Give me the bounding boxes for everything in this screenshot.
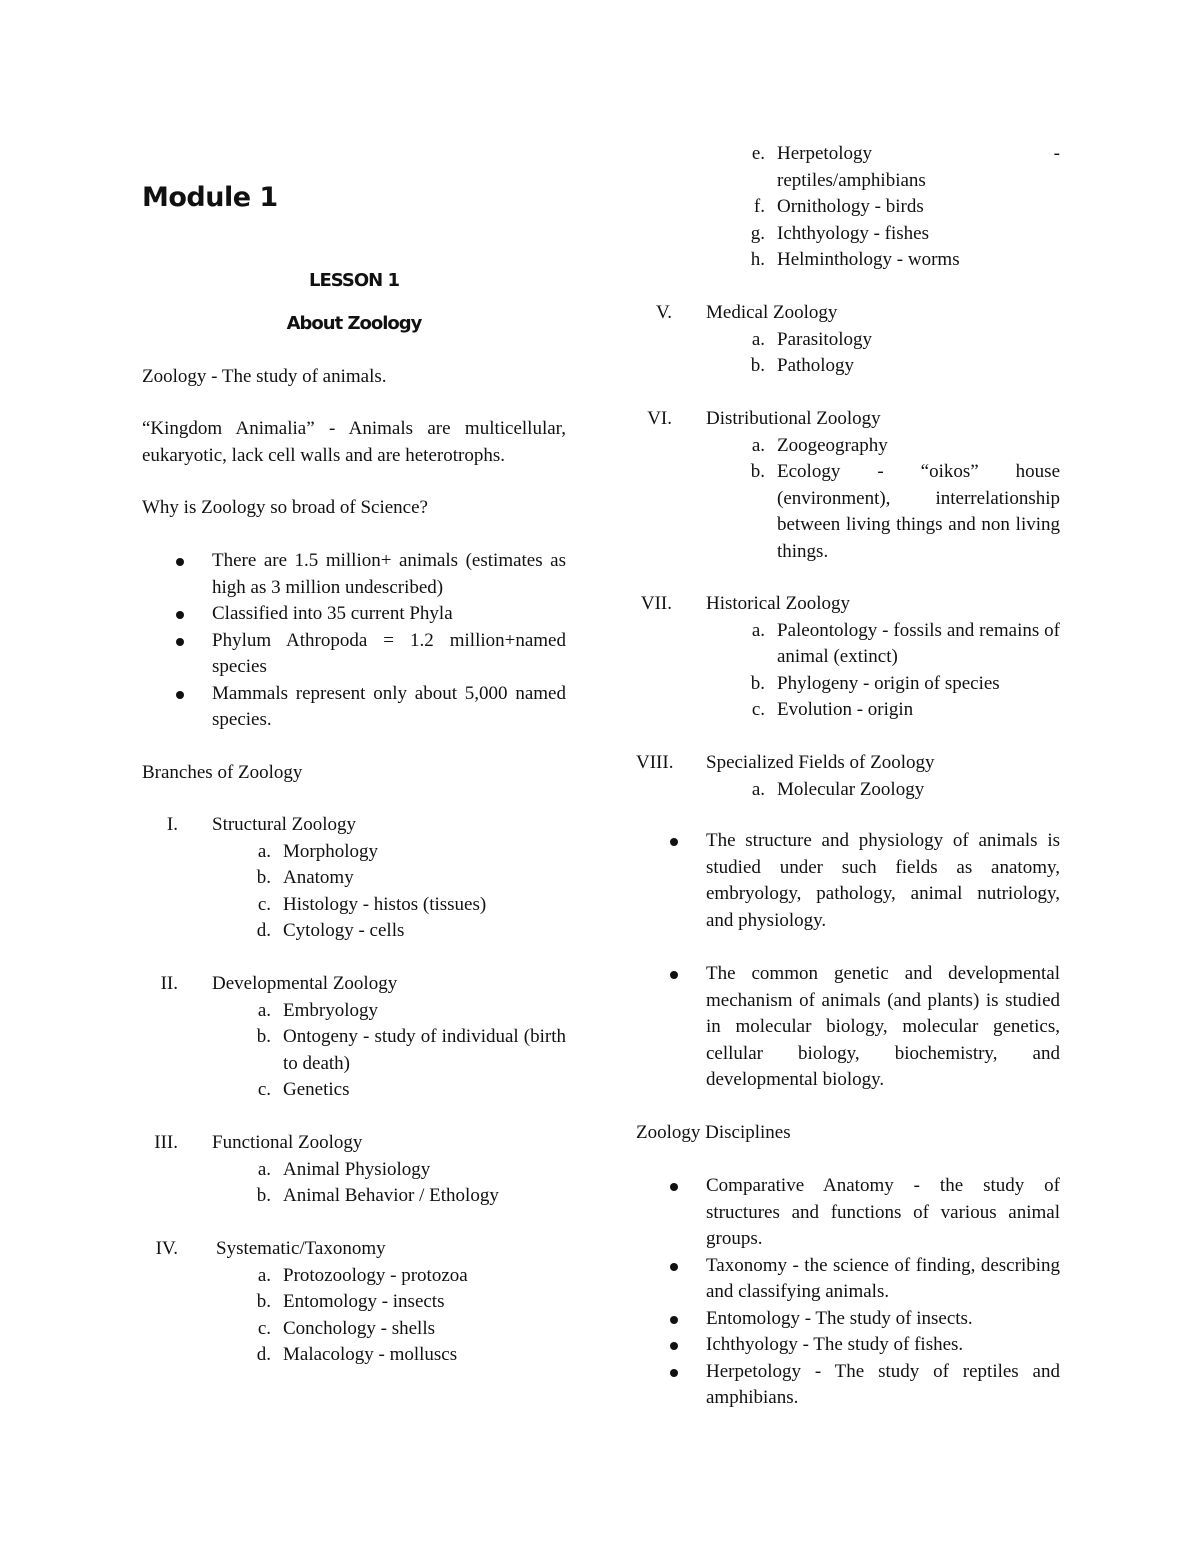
roman-numeral: II.	[160, 973, 178, 994]
branch-historical	[636, 591, 1060, 724]
list-item: b. Phylogeny - origin of species	[750, 672, 1000, 694]
list-item: h. Helminthology - worms	[750, 249, 960, 270]
list-item: e. Herpetology - reptiles/amphibians	[751, 143, 1060, 191]
branch-title: Structural Zoology	[212, 814, 357, 835]
branch-systematic	[142, 1236, 566, 1369]
list-item: c. Histology - histos (tissues)	[257, 893, 487, 915]
list-item: Taxonomy - the science of finding, describing and classifying animals.	[636, 1253, 1060, 1306]
bullet-icon	[670, 838, 678, 846]
branch-title: Distributional Zoology	[706, 408, 881, 429]
branch-medical	[636, 300, 1060, 380]
branch-title: Systematic/Taxonomy	[216, 1238, 386, 1259]
why-question: Why is Zoology so broad of Science?	[142, 497, 428, 518]
list-item: b. Pathology	[750, 355, 855, 376]
roman-numeral: V.	[655, 302, 672, 323]
list-item: a. Molecular Zoology	[751, 778, 925, 800]
list-item: b. Anatomy	[256, 867, 354, 888]
roman-numeral: VII.	[640, 593, 672, 614]
list-item: a. Morphology	[257, 840, 378, 862]
branch-title: Medical Zoology	[706, 302, 838, 323]
list-item: c. Evolution - origin	[751, 699, 914, 720]
list-item: There are 1.5 million+ animals (estimates as high as 3 million undescribed)	[142, 548, 566, 601]
roman-numeral: III.	[154, 1132, 178, 1153]
taxonomy-continued	[636, 141, 1060, 274]
bullet-icon	[670, 1316, 678, 1324]
list-item: d. Malacology - molluscs	[256, 1344, 458, 1365]
roman-numeral: IV.	[155, 1238, 178, 1259]
bullet-icon	[176, 638, 184, 646]
roman-numeral: VIII.	[636, 752, 674, 773]
bullet-icon	[176, 611, 184, 619]
list-item: Phylum Athropoda = 1.2 million+named species	[142, 628, 566, 681]
molecular-points-list-2	[636, 961, 1060, 1094]
why-points-list	[142, 548, 566, 734]
list-item: a. Parasitology	[751, 328, 872, 350]
bullet-icon	[176, 558, 184, 566]
list-item: Ichthyology - The study of fishes.	[636, 1332, 1060, 1359]
list-item: a. Zoogeography	[751, 434, 888, 456]
branch-title: Functional Zoology	[212, 1132, 363, 1153]
branch-title: Historical Zoology	[706, 593, 851, 614]
list-item: b. Ontogeny - study of individual (birth to death)	[256, 1026, 566, 1074]
bullet-icon	[670, 1263, 678, 1271]
bullet-icon	[670, 1369, 678, 1377]
branch-functional	[142, 1130, 566, 1210]
roman-numeral: VI.	[647, 408, 672, 429]
lesson-label: LESSON 1	[308, 270, 400, 291]
bullet-icon	[670, 971, 678, 979]
list-item: Entomology - The study of insects.	[636, 1306, 1060, 1333]
bullet-icon	[670, 1342, 678, 1350]
branch-specialized	[636, 750, 1060, 803]
branch-title: Developmental Zoology	[212, 973, 398, 994]
list-item: a. Embryology	[257, 999, 378, 1021]
branch-title: Specialized Fields of Zoology	[706, 752, 935, 773]
list-item: a. Animal Physiology	[257, 1158, 431, 1180]
list-item: b. Animal Behavior / Ethology	[256, 1185, 499, 1206]
kingdom-animalia-paragraph: “Kingdom Animalia” - Animals are multicellular, eukaryotic, lack cell walls and are heterotrophs.	[142, 418, 566, 466]
list-item: c. Genetics	[257, 1079, 350, 1100]
list-item: The structure and physiology of animals is studied under such fields as anatomy, embryology, pathology, animal nutriology, and physiology.	[636, 828, 1060, 934]
branch-distributional	[636, 406, 1060, 565]
list-item: b. Ecology - “oikos” house (environment), interrelationship between living things and non living things.	[750, 461, 1060, 562]
branch-developmental	[142, 971, 566, 1104]
list-item: a. Paleontology - fossils and remains of animal (extinct)	[751, 619, 1060, 667]
bullet-icon	[670, 1183, 678, 1191]
list-item: a. Protozoology - protozoa	[257, 1264, 468, 1286]
bullet-icon	[176, 691, 184, 699]
list-item: g. Ichthyology - fishes	[750, 222, 929, 244]
module-title: Module 1	[142, 182, 278, 213]
zoology-definition: Zoology - The study of animals.	[142, 366, 387, 387]
molecular-points-list	[636, 828, 1060, 934]
list-item: Classified into 35 current Phyla	[142, 601, 566, 628]
list-item: Mammals represent only about 5,000 named species.	[142, 681, 566, 734]
branches-heading: Branches of Zoology	[142, 762, 303, 783]
list-item: b. Entomology - insects	[256, 1291, 445, 1312]
lesson-subtitle: About Zoology	[286, 313, 422, 334]
list-item: f. Ornithology - birds	[753, 196, 924, 217]
list-item: Comparative Anatomy - the study of structures and functions of various animal groups.	[636, 1173, 1060, 1253]
list-item: c. Conchology - shells	[257, 1317, 435, 1339]
list-item: The common genetic and developmental mechanism of animals (and plants) is studied in molecular biology, molecular genetics, cellular biology, biochemistry, and developmental biology.	[636, 961, 1060, 1094]
list-item: d. Cytology - cells	[256, 920, 405, 941]
branch-structural	[142, 812, 566, 945]
disciplines-list	[636, 1173, 1060, 1412]
disciplines-heading: Zoology Disciplines	[636, 1122, 791, 1143]
roman-numeral: I.	[166, 814, 178, 835]
list-item: Herpetology - The study of reptiles and amphibians.	[636, 1359, 1060, 1412]
